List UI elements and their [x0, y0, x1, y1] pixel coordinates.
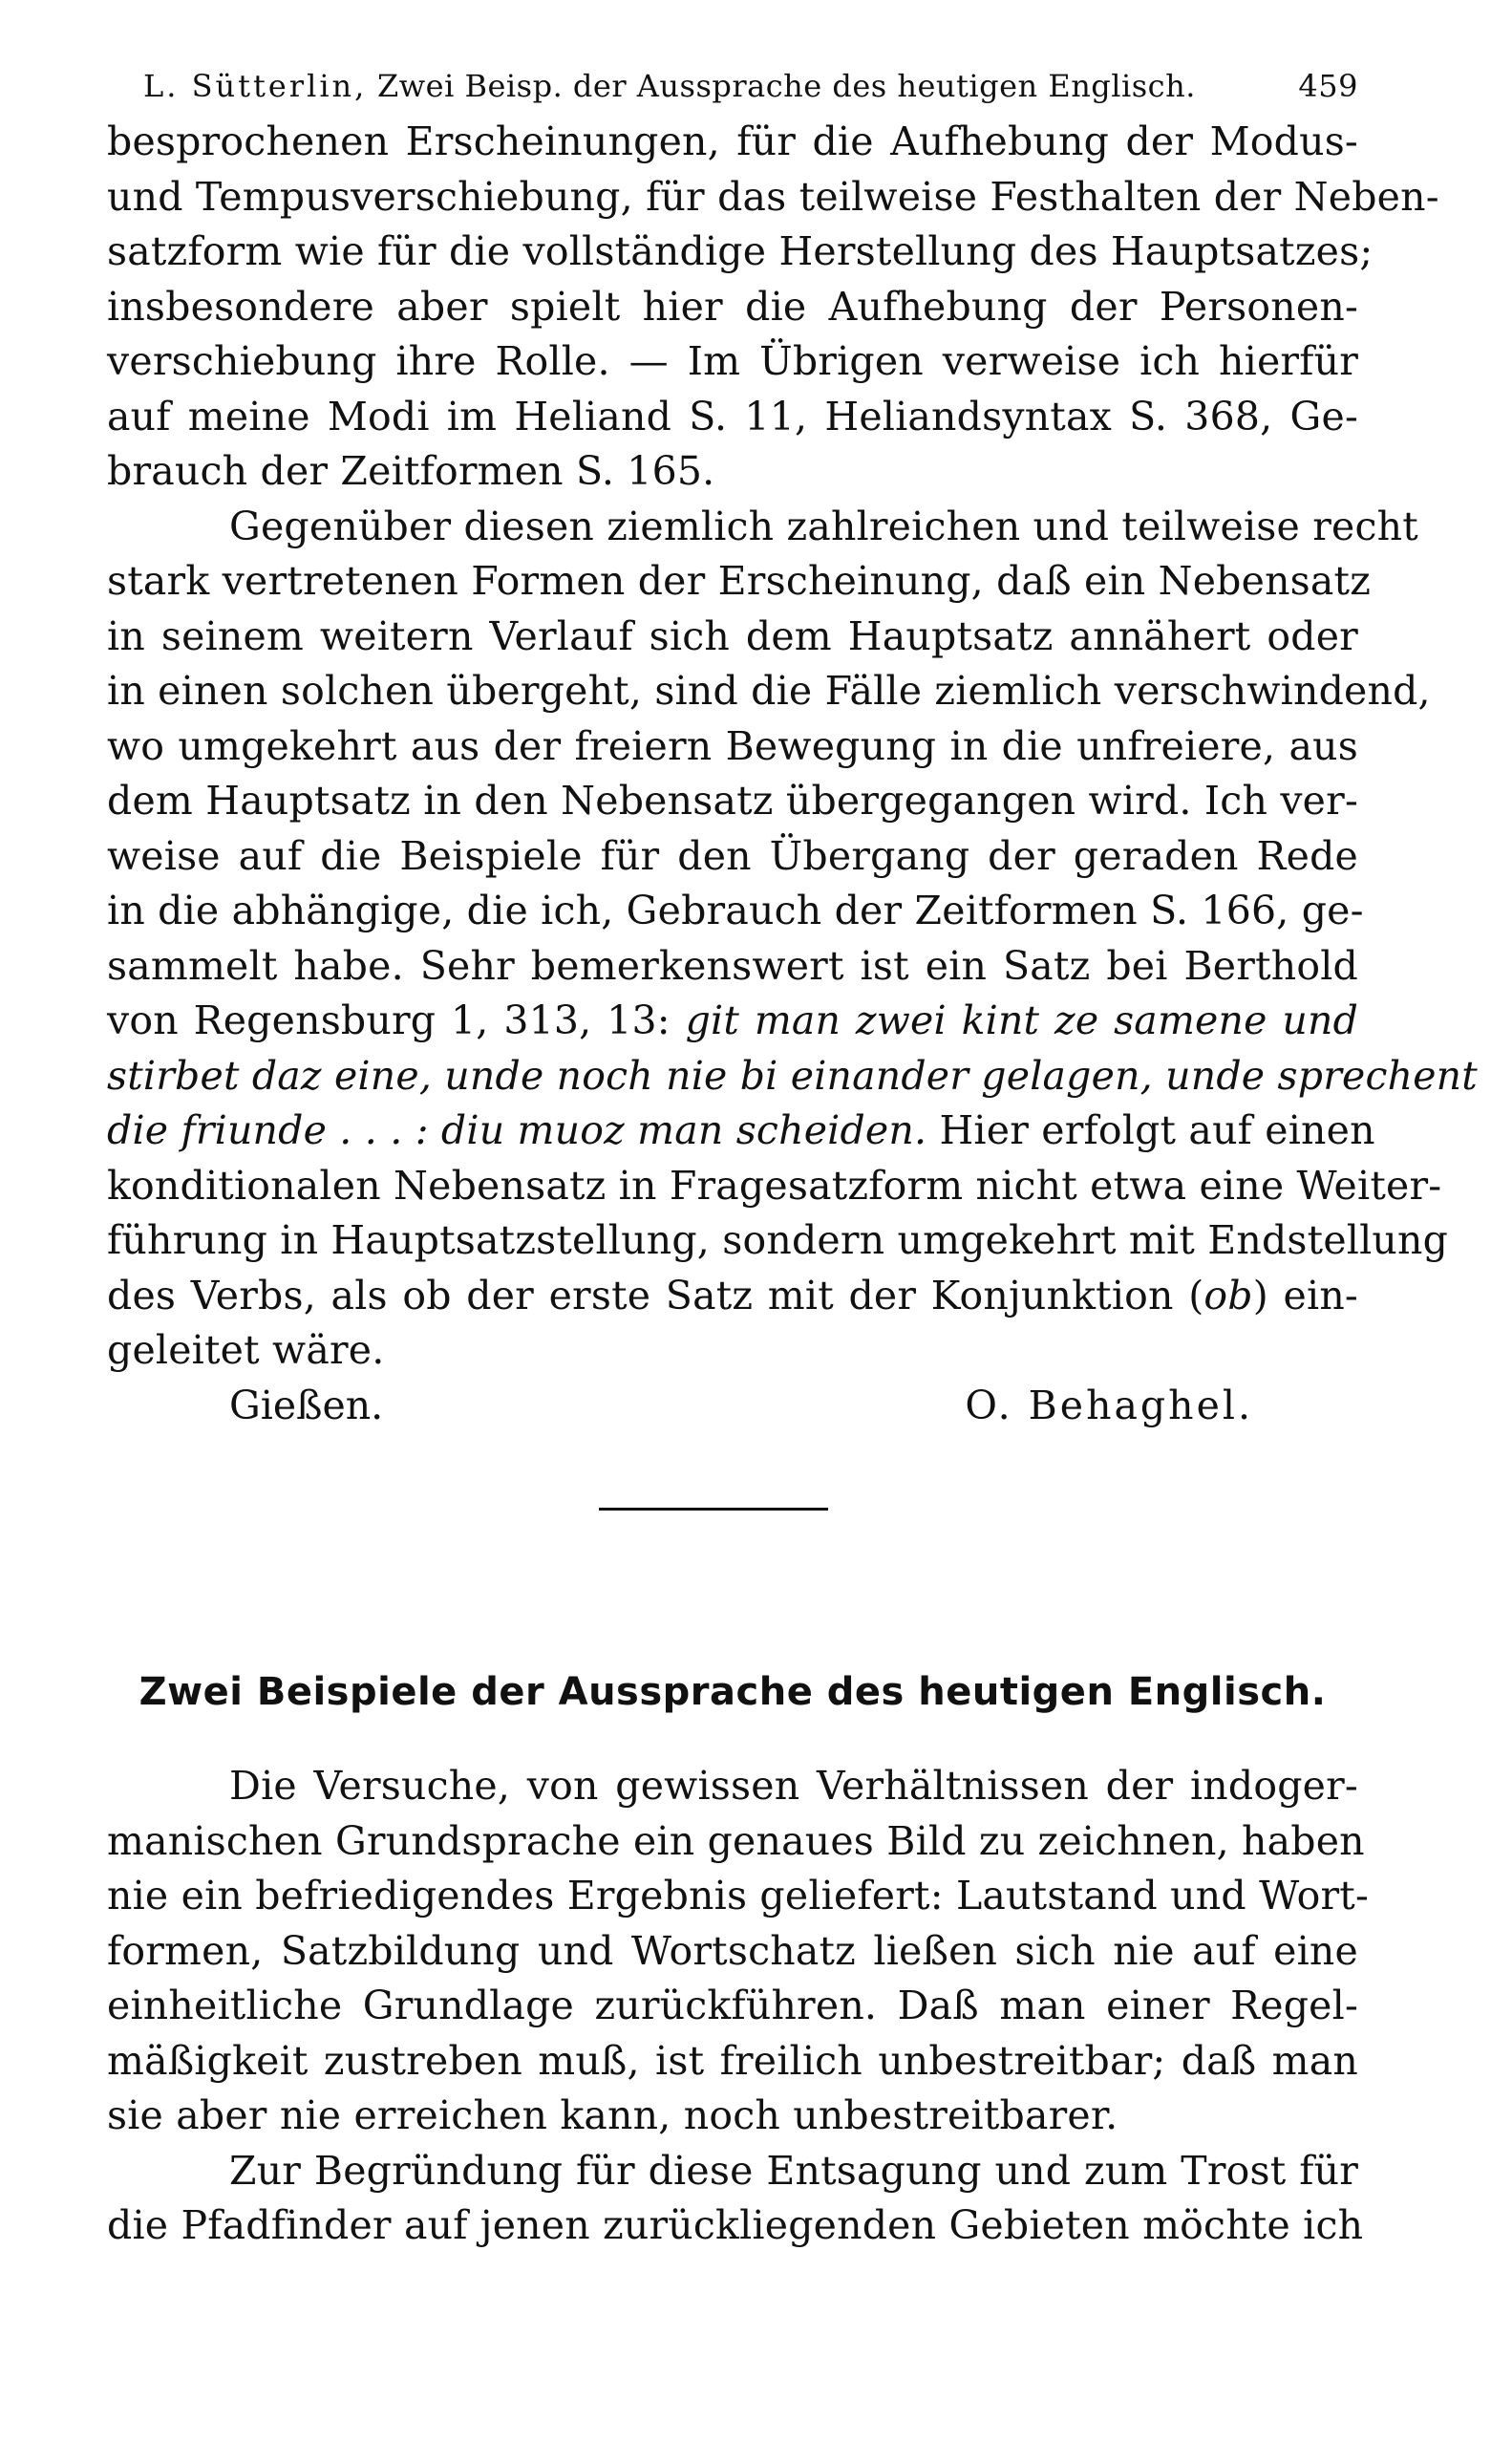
text-line: manischen Grundsprache ein genaues Bild zu zeichnen, haben — [107, 1817, 1365, 1864]
text-line: weise auf die Beispiele für den Übergang der geraden Rede — [107, 832, 1358, 879]
text-line: brauch der Zeitformen S. 165. — [107, 448, 715, 494]
text-line: konditionalen Nebensatz in Fragesatzform nicht etwa eine Weiter- — [107, 1162, 1442, 1209]
paragraph-4 — [107, 2144, 1364, 2254]
text-line: Die Versuche, von gewissen Verhältnissen der indoger- — [229, 1763, 1358, 1809]
text-line: und Tempusverschiebung, für das teilweise Festhalten der Neben- — [107, 173, 1439, 220]
text-line — [107, 1104, 1375, 1159]
text-span: ) ein- — [1252, 1272, 1358, 1318]
text-line — [107, 994, 1358, 1049]
conjunction-italic: ob — [1203, 1272, 1253, 1318]
running-head — [143, 57, 1358, 115]
signature-place: Gießen. — [229, 1382, 384, 1428]
text-line: Gegenüber diesen ziemlich zahlreichen und teilweise recht — [229, 503, 1418, 549]
section-title: Zwei Beispiele der Aussprache des heutigen Englisch. — [138, 1670, 1327, 1714]
text-line: einheitliche Grundlage zurückführen. Daß man einer Regel- — [107, 1983, 1358, 2028]
paragraph-2 — [107, 500, 1478, 1379]
paragraph-1 — [107, 115, 1439, 500]
text-span: von Regensburg 1, 313, 13: — [107, 997, 671, 1043]
text-line: die Pfadfinder auf jenen zurückliegenden Gebieten möchte ich — [107, 2202, 1364, 2248]
text-line: geleitet wäre. — [107, 1327, 385, 1373]
document-page — [107, 57, 1478, 2408]
text-line: in einen solchen übergeht, sind die Fälle ziemlich verschwindend, — [107, 668, 1431, 714]
running-head-title: Zwei Beisp. der Aussprache des heutigen Englisch. — [377, 68, 1196, 104]
text-line: sammelt habe. Sehr bemerkenswert ist ein Satz bei Berthold — [107, 942, 1358, 989]
text-line: in seinem weitern Verlauf sich dem Hauptsatz annähert oder — [107, 612, 1358, 659]
quote-italic: git man zwei kint ze samene und — [685, 997, 1359, 1043]
text-line: in die abhängige, die ich, Gebrauch der Zeitformen S. 166, ge- — [107, 888, 1364, 933]
paragraph-3 — [107, 1759, 1370, 2144]
text-line: auf meine Modi im Heliand S. 11, Heliandsyntax S. 368, Ge- — [107, 393, 1358, 439]
text-line: Zur Begründung für diese Entsagung und zum Trost für — [229, 2147, 1358, 2194]
text-line: verschiebung ihre Rolle. — Im Übrigen verweise ich hierfür — [107, 338, 1358, 384]
section-divider — [599, 1508, 828, 1511]
signature-name: O. Behaghel. — [965, 1382, 1253, 1428]
text-line: nie ein befriedigendes Ergebnis geliefert: Lautstand und Wort- — [107, 1873, 1370, 1919]
running-head-author: L. Sütterlin, — [143, 68, 368, 104]
text-span: Hier erfolgt auf einen — [939, 1107, 1375, 1153]
text-line: dem Hauptsatz in den Nebensatz übergegangen wird. Ich ver- — [107, 778, 1358, 824]
running-head-text — [143, 57, 1196, 115]
text-line: besprochenen Erscheinungen, für die Aufhebung der Modus- — [107, 118, 1358, 164]
text-line: führung in Hauptsatzstellung, sondern umgekehrt mit Endstellung — [107, 1217, 1449, 1263]
page-number: 459 — [1298, 68, 1358, 104]
quote-line-italic: stirbet daz eine, unde noch nie bi einander gelagen, unde sprechent — [107, 1052, 1478, 1099]
text-line: insbesondere aber spielt hier die Aufhebung der Personen- — [107, 283, 1358, 330]
text-line: sie aber nie erreichen kann, noch unbestreitbarer. — [107, 2092, 1118, 2138]
text-span: des Verbs, als ob der erste Satz mit der Konjunktion ( — [107, 1272, 1204, 1318]
text-line: formen, Satzbildung und Wortschatz ließen sich nie auf eine — [107, 1927, 1358, 1974]
signature-line — [107, 1379, 1358, 1434]
text-line — [107, 1269, 1358, 1324]
text-line: stark vertretenen Formen der Erscheinung, daß ein Nebensatz — [107, 558, 1372, 604]
text-line: satzform wie für die vollständige Herstellung des Hauptsatzes; — [107, 228, 1374, 274]
text-line: wo umgekehrt aus der freiern Bewegung in die unfreiere, aus — [107, 722, 1358, 769]
text-line: mäßigkeit zustreben muß, ist freilich unbestreitbar; daß man — [107, 2037, 1358, 2084]
quote-italic: die friunde . . . : diu muoz man scheiden. — [107, 1107, 927, 1153]
